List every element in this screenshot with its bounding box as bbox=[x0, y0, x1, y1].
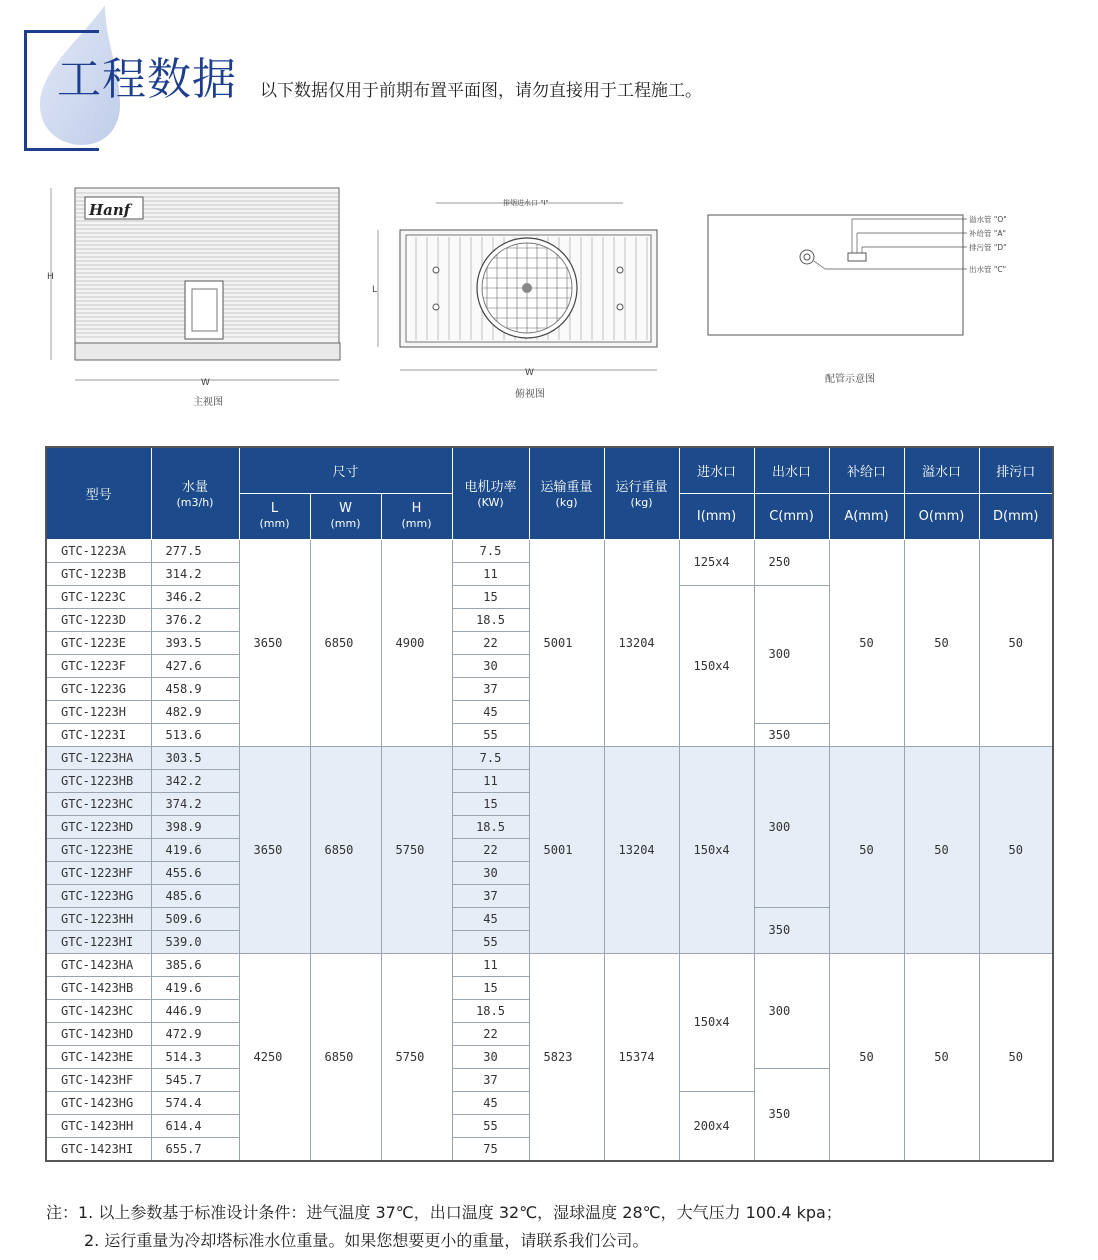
table-row: GTC-1223HI 539.0 55 bbox=[46, 930, 1053, 953]
table-row: GTC-1223HH 509.6 45 350 bbox=[46, 907, 1053, 930]
table-row: GTC-1423HG 574.4 45 200x4 bbox=[46, 1091, 1053, 1114]
top-view-drawing bbox=[370, 195, 665, 385]
col-makeup-unit: A(mm) bbox=[829, 493, 904, 539]
table-row: GTC-1223HG 485.6 37 bbox=[46, 884, 1053, 907]
table-row: GTC-1223HF 455.6 30 bbox=[46, 861, 1053, 884]
col-overflow: 溢水口 bbox=[904, 447, 979, 493]
brand-logo: Hanf bbox=[89, 201, 131, 219]
col-power: 电机功率 (KW) bbox=[452, 447, 529, 539]
pipe-schematic-caption: 配管示意图 bbox=[825, 374, 875, 385]
col-outlet: 出水口 bbox=[754, 447, 829, 493]
table-row: GTC-1423HB 419.6 15 bbox=[46, 976, 1053, 999]
table-row: GTC-1423HH 614.4 55 bbox=[46, 1114, 1053, 1137]
table-row: GTC-1423HD 472.9 22 bbox=[46, 1022, 1053, 1045]
front-view-drawing bbox=[45, 185, 345, 385]
col-outlet-unit: C(mm) bbox=[754, 493, 829, 539]
table-row: GTC-1223E 393.5 22 bbox=[46, 631, 1053, 654]
table-row: GTC-1223HA 303.5 3650 6850 5750 7.5 5001 13204 150x4 300 50 50 50 bbox=[46, 746, 1053, 769]
col-model: 型号 bbox=[46, 447, 151, 539]
col-drain-unit: D(mm) bbox=[979, 493, 1053, 539]
front-view-caption: 主视图 bbox=[193, 397, 223, 408]
pipe-label-outlet: 出水管 "C" bbox=[969, 265, 1007, 274]
pipe-schematic-drawing bbox=[705, 205, 1025, 345]
table-row: GTC-1223C 346.2 15 150x4 300 bbox=[46, 585, 1053, 608]
page-title: 工程数据 bbox=[57, 54, 237, 105]
col-W: W (mm) bbox=[310, 493, 381, 539]
col-makeup: 补给口 bbox=[829, 447, 904, 493]
spec-table bbox=[45, 446, 1054, 1162]
col-ship: 运输重量 (kg) bbox=[529, 447, 604, 539]
table-row: GTC-1423HF 545.7 37 350 bbox=[46, 1068, 1053, 1091]
col-inlet: 进水口 bbox=[679, 447, 754, 493]
note-line-2: 2. 运行重量为冷却塔标准水位重量。如果您想要更小的重量，请联系我们公司。 bbox=[84, 1231, 649, 1250]
dim-l-label: L bbox=[372, 285, 378, 295]
table-row: GTC-1223HE 419.6 22 bbox=[46, 838, 1053, 861]
page-subtitle: 以下数据仅用于前期布置平面图，请勿直接用于工程施工。 bbox=[260, 81, 702, 101]
table-row: GTC-1223HC 374.2 15 bbox=[46, 792, 1053, 815]
dim-h-label: H bbox=[47, 272, 54, 282]
table-row: GTC-1223G 458.9 37 bbox=[46, 677, 1053, 700]
table-row: GTC-1223I 513.6 55 350 bbox=[46, 723, 1053, 746]
pipe-label-makeup: 补给管 "A" bbox=[969, 229, 1006, 238]
table-row: GTC-1223HB 342.2 11 bbox=[46, 769, 1053, 792]
table-row: GTC-1223B 314.2 11 bbox=[46, 562, 1053, 585]
note-line-1: 注：1. 以上参数基于标准设计条件：进气温度 37℃，出口温度 32℃，湿球温度 28℃，大气压力 100.4 kpa； bbox=[46, 1203, 842, 1222]
dim-w2-label: W bbox=[525, 368, 534, 378]
table-row: GTC-1223F 427.6 30 bbox=[46, 654, 1053, 677]
table-row: GTC-1223D 376.2 18.5 bbox=[46, 608, 1053, 631]
table-row: GTC-1423HI 655.7 75 bbox=[46, 1137, 1053, 1161]
table-row: GTC-1423HE 514.3 30 bbox=[46, 1045, 1053, 1068]
dim-w-label: W bbox=[201, 378, 210, 385]
col-L: L (mm) bbox=[239, 493, 310, 539]
col-size: 尺寸 bbox=[239, 447, 452, 493]
col-H: H (mm) bbox=[381, 493, 452, 539]
top-view-caption: 俯视图 bbox=[515, 389, 545, 400]
pipe-label-overflow: 溢水管 "O" bbox=[969, 215, 1007, 224]
top-inlet-label: 排烟进水口 "I" bbox=[503, 199, 549, 207]
table-row: GTC-1423HC 446.9 18.5 bbox=[46, 999, 1053, 1022]
col-drain: 排污口 bbox=[979, 447, 1053, 493]
table-row: GTC-1223H 482.9 45 bbox=[46, 700, 1053, 723]
col-run: 运行重量 (kg) bbox=[604, 447, 679, 539]
col-flow: 水量 (m3/h) bbox=[151, 447, 239, 539]
table-row: GTC-1423HA 385.6 4250 6850 5750 11 5823 15374 150x4 300 50 50 50 bbox=[46, 953, 1053, 976]
col-inlet-unit: I(mm) bbox=[679, 493, 754, 539]
table-row: GTC-1223A 277.5 3650 6850 4900 7.5 5001 13204 125x4 250 50 50 50 bbox=[46, 539, 1053, 562]
pipe-label-drain: 排污管 "D" bbox=[969, 243, 1007, 252]
table-row: GTC-1223HD 398.9 18.5 bbox=[46, 815, 1053, 838]
col-overflow-unit: O(mm) bbox=[904, 493, 979, 539]
